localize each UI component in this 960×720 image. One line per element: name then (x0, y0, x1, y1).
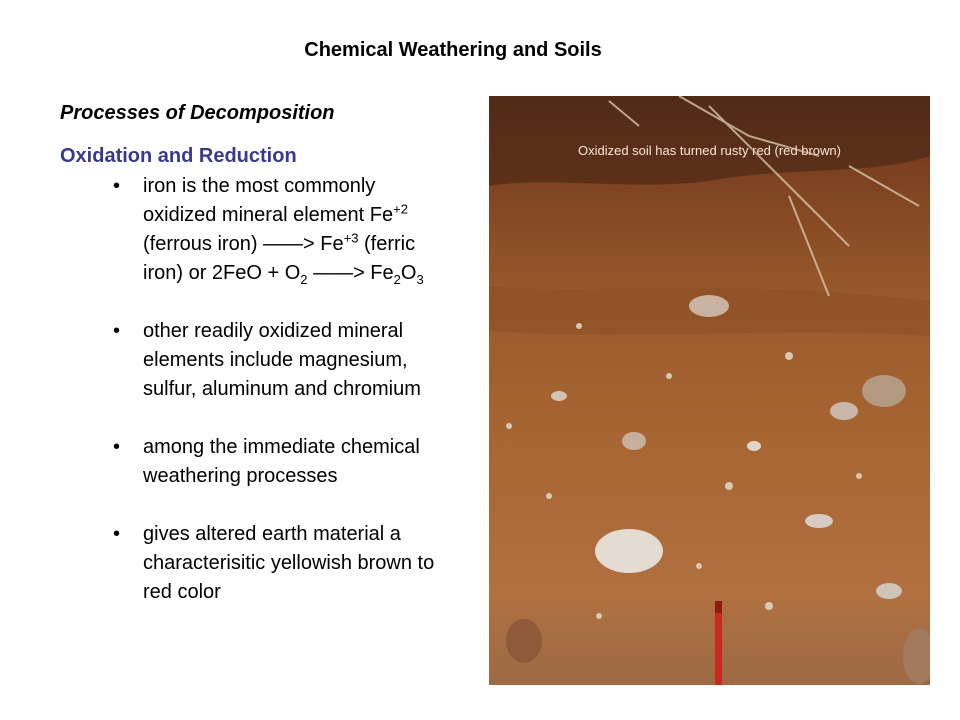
bullet-item-immediate (0, 433, 443, 491)
bullet-text: other readily oxidized mineral elements include magnesium, sulfur, aluminum and chromium (143, 320, 421, 400)
bullet-item-iron (0, 172, 443, 288)
bullet-dot: • (113, 320, 121, 342)
slide-title: Chemical Weathering and Soils (304, 39, 602, 61)
subheading: Oxidation and Reduction (60, 145, 297, 167)
bullet-dot: • (113, 436, 121, 458)
bullet-text: among the immediate chemical weathering processes (143, 436, 420, 487)
bullet-dot: • (113, 523, 121, 545)
soil-photo-illustration (489, 96, 930, 685)
photo-caption: Oxidized soil has turned rusty red (red brown) (577, 143, 841, 158)
bullet-text: iron is the most commonly oxidized mineral element $Fe^{+2}$ (ferrous iron) ——> $Fe^{+3}$ (ferric iron) or $2FeO + O_2$ ——> $Fe_2O_3$ (143, 175, 424, 287)
bullet-item-color (0, 520, 443, 607)
soil-photo (489, 96, 930, 685)
section-heading: Processes of Decomposition (60, 102, 335, 124)
bullet-dot: • (113, 175, 121, 197)
bullet-item-other-elements (0, 317, 443, 404)
bullet-list (0, 172, 470, 636)
bullet-text: gives altered earth material a characterisitic yellowish brown to red color (143, 523, 435, 603)
